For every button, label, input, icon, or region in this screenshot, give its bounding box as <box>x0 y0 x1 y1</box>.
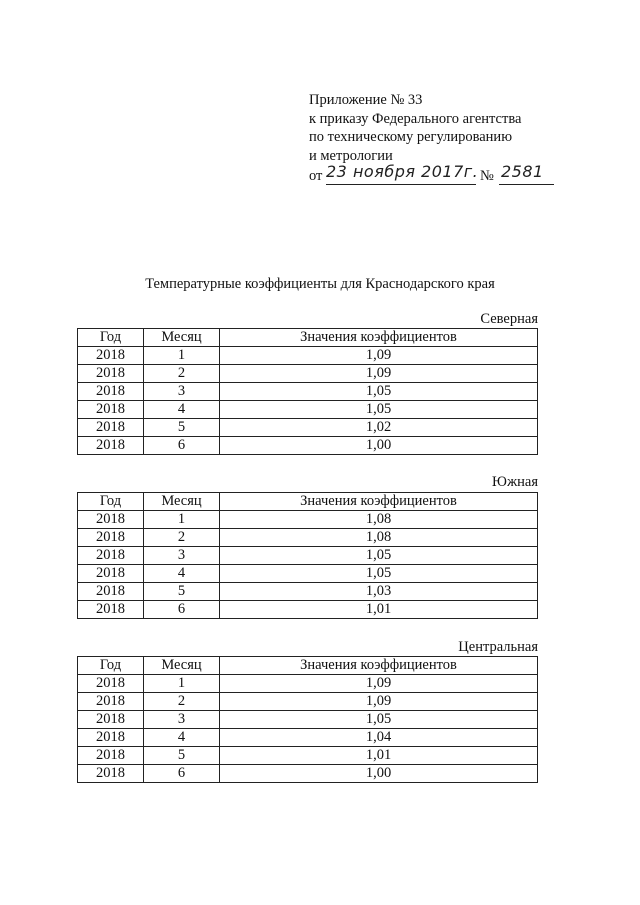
order-reference-line2: по техническому регулированию <box>309 129 513 145</box>
cell-year: 2018 <box>78 583 144 601</box>
cell-month: 6 <box>144 601 220 619</box>
cell-coefficient: 1,01 <box>220 601 538 619</box>
table-row <box>78 511 538 529</box>
cell-coefficient: 1,08 <box>220 511 538 529</box>
cell-year: 2018 <box>78 711 144 729</box>
cell-year: 2018 <box>78 601 144 619</box>
coefficients-table-north <box>77 328 538 455</box>
cell-month: 4 <box>144 401 220 419</box>
cell-month: 5 <box>144 419 220 437</box>
table-header-row <box>78 329 538 347</box>
column-header-month: Месяц <box>144 657 220 675</box>
region-label-north: Северная <box>480 311 538 327</box>
table-row <box>78 347 538 365</box>
cell-coefficient: 1,03 <box>220 583 538 601</box>
column-header-coefficient: Значения коэффициентов <box>220 329 538 347</box>
table-header-row <box>78 657 538 675</box>
column-header-coefficient: Значения коэффициентов <box>220 657 538 675</box>
table-row <box>78 583 538 601</box>
cell-month: 3 <box>144 711 220 729</box>
table-row <box>78 601 538 619</box>
table-row <box>78 711 538 729</box>
cell-month: 1 <box>144 511 220 529</box>
cell-year: 2018 <box>78 529 144 547</box>
table-row <box>78 729 538 747</box>
table-row <box>78 437 538 455</box>
table-row <box>78 747 538 765</box>
handwritten-order-number: 2581 <box>501 162 544 181</box>
cell-coefficient: 1,09 <box>220 347 538 365</box>
coefficients-table-south <box>77 492 538 619</box>
cell-coefficient: 1,05 <box>220 383 538 401</box>
cell-year: 2018 <box>78 693 144 711</box>
coefficients-table-central <box>77 656 538 783</box>
table-row <box>78 401 538 419</box>
document-title: Температурные коэффициенты для Краснодарского края <box>145 276 495 292</box>
appendix-number: Приложение № 33 <box>309 92 423 108</box>
column-header-month: Месяц <box>144 493 220 511</box>
cell-month: 3 <box>144 547 220 565</box>
cell-month: 4 <box>144 729 220 747</box>
cell-coefficient: 1,05 <box>220 711 538 729</box>
cell-year: 2018 <box>78 511 144 529</box>
cell-year: 2018 <box>78 419 144 437</box>
table-row <box>78 529 538 547</box>
cell-coefficient: 1,09 <box>220 675 538 693</box>
order-date-line <box>309 162 589 187</box>
cell-year: 2018 <box>78 747 144 765</box>
cell-month: 1 <box>144 675 220 693</box>
cell-year: 2018 <box>78 383 144 401</box>
cell-year: 2018 <box>78 401 144 419</box>
column-header-year: Год <box>78 329 144 347</box>
table-row <box>78 675 538 693</box>
handwritten-date: 23 ноября 2017г. <box>326 162 479 181</box>
cell-coefficient: 1,02 <box>220 419 538 437</box>
cell-month: 6 <box>144 437 220 455</box>
cell-month: 2 <box>144 693 220 711</box>
cell-coefficient: 1,00 <box>220 437 538 455</box>
number-underline <box>499 184 554 185</box>
table-header-row <box>78 493 538 511</box>
cell-coefficient: 1,05 <box>220 565 538 583</box>
table-row <box>78 365 538 383</box>
cell-coefficient: 1,00 <box>220 765 538 783</box>
column-header-year: Год <box>78 657 144 675</box>
cell-coefficient: 1,01 <box>220 747 538 765</box>
table-row <box>78 765 538 783</box>
cell-coefficient: 1,05 <box>220 401 538 419</box>
cell-year: 2018 <box>78 547 144 565</box>
cell-year: 2018 <box>78 365 144 383</box>
cell-year: 2018 <box>78 675 144 693</box>
cell-year: 2018 <box>78 565 144 583</box>
column-header-year: Год <box>78 493 144 511</box>
column-header-month: Месяц <box>144 329 220 347</box>
table-row <box>78 693 538 711</box>
appendix-header <box>309 91 589 187</box>
table-row <box>78 419 538 437</box>
date-underline <box>326 184 476 185</box>
table-row <box>78 383 538 401</box>
cell-year: 2018 <box>78 729 144 747</box>
cell-month: 2 <box>144 365 220 383</box>
region-label-south: Южная <box>492 474 538 490</box>
table-row <box>78 565 538 583</box>
order-reference-line3: и метрологии <box>309 147 393 164</box>
cell-coefficient: 1,09 <box>220 365 538 383</box>
cell-year: 2018 <box>78 765 144 783</box>
column-header-coefficient: Значения коэффициентов <box>220 493 538 511</box>
number-sign: № <box>480 168 494 184</box>
cell-year: 2018 <box>78 347 144 365</box>
region-label-central: Центральная <box>458 639 538 655</box>
date-prefix: от <box>309 168 323 184</box>
cell-month: 5 <box>144 583 220 601</box>
order-reference-line1: к приказу Федерального агентства <box>309 110 522 127</box>
cell-month: 3 <box>144 383 220 401</box>
cell-coefficient: 1,05 <box>220 547 538 565</box>
cell-month: 1 <box>144 347 220 365</box>
cell-month: 2 <box>144 529 220 547</box>
cell-coefficient: 1,04 <box>220 729 538 747</box>
cell-month: 4 <box>144 565 220 583</box>
cell-month: 6 <box>144 765 220 783</box>
cell-coefficient: 1,09 <box>220 693 538 711</box>
cell-coefficient: 1,08 <box>220 529 538 547</box>
table-row <box>78 547 538 565</box>
cell-month: 5 <box>144 747 220 765</box>
cell-year: 2018 <box>78 437 144 455</box>
